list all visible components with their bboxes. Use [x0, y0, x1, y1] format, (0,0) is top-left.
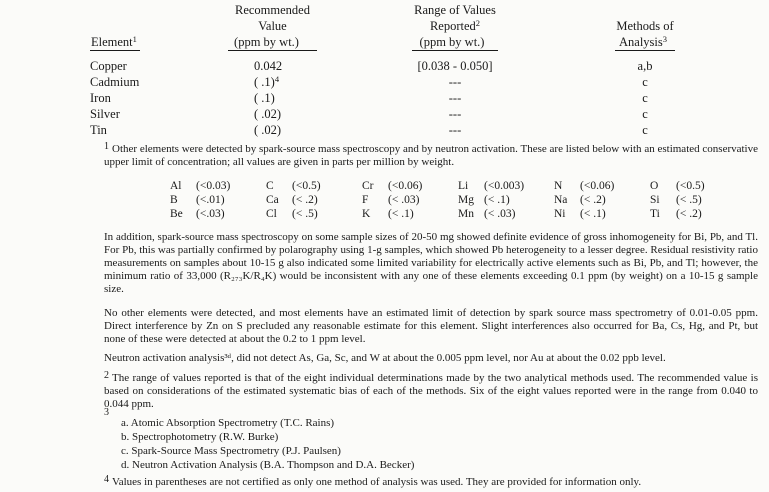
limit-cell: Be (<.03)	[170, 208, 225, 220]
element-name: Cadmium	[90, 75, 140, 89]
footnote-ref-1: 1	[132, 34, 137, 45]
element-name: Iron	[90, 91, 111, 105]
element-name: Silver	[90, 107, 120, 121]
element-name: Copper	[90, 59, 127, 73]
limit-cell: Na (< .2)	[554, 194, 606, 206]
methods-header-line1: Methods of	[616, 19, 674, 33]
footnote-1	[104, 143, 758, 169]
table-row-cadmium	[90, 74, 769, 90]
limit-cell: Ni (< .1)	[554, 208, 606, 220]
methods-value: c	[642, 123, 648, 137]
limit-cell: Ca (< .2)	[266, 194, 318, 206]
method-item-b: b. Spectrophotometry (R.W. Burke)	[121, 431, 279, 443]
paragraph-neutron-activation: Neutron activation analysis³ᵈ, did not detect As, Ga, Sc, and W at about the 0.005 ppm level, nor Au at about the 0.02 ppb level.	[104, 352, 666, 364]
limits-row	[170, 193, 769, 207]
table-header	[90, 2, 769, 50]
limit-cell: Mn (< .03)	[458, 208, 516, 220]
table-row-silver	[90, 106, 769, 122]
limit-cell: F (< .03)	[362, 194, 420, 206]
limit-cell: K (< .1)	[362, 208, 414, 220]
element-column-header	[90, 35, 190, 50]
limit-cell: Si (< .5)	[650, 194, 702, 206]
range-value: ---	[448, 107, 462, 121]
footnote-ref-2: 2	[475, 18, 481, 29]
methods-value: c	[642, 75, 648, 89]
range-header-units: (ppm by wt.)	[412, 35, 499, 51]
recommended-value: 0.042	[254, 59, 283, 73]
recommended-header-line1: Recommended	[235, 3, 310, 17]
range-value: ---	[448, 91, 462, 105]
paragraph-inhomogeneity: In addition, spark-source mass spectroscopy on some sample sizes of 20-50 mg showed definite evidence of gross inhomogeneity for Bi, Pb, and Tl. For Pb, this was partially confirmed by polarography using 1-g samples, which showed Pb heterogeneity to a lesser degree. Residual resistivity ratio measurements on samples about 10-15 g also indicated some limited variability for electrically active elements such as Bi, Pb, and Tl; however, the minimum ratio of 33,000 (R₂₇₃K/R₄K) would be inconsistent with any one of these elements exceeding 0.1 ppm (by weight) on a 10-15 g sample size.	[104, 231, 758, 295]
limit-cell: Li (<0.003)	[458, 180, 525, 192]
limit-cell: C (<0.5)	[266, 180, 321, 192]
footnote-3-marker: 3	[104, 407, 109, 418]
footnote-4-text: Values in parentheses are not certified as only one method of analysis was used. They are provided for information only.	[112, 476, 642, 488]
analysis-results-table	[90, 2, 769, 138]
limit-cell: Ti (< .2)	[650, 208, 702, 220]
footnote-1-marker: 1	[104, 141, 109, 152]
footnote-4	[104, 476, 758, 489]
methods-value: c	[642, 107, 648, 121]
limits-row	[170, 207, 769, 221]
recommended-value: ( .1)$^4$	[254, 74, 280, 89]
methods-column-header	[555, 18, 735, 50]
footnote-ref-4: 4	[274, 74, 280, 85]
table-row-tin	[90, 122, 769, 138]
limit-cell: Cl (< .5)	[266, 208, 318, 220]
method-item-a: a. Atomic Absorption Spectrometry (T.C. Rains)	[121, 417, 335, 429]
method-item-d: d. Neutron Activation Analysis (B.A. Thompson and D.A. Becker)	[121, 459, 415, 471]
recommended-header-units: (ppm by wt.)	[228, 35, 317, 51]
recommended-header-line2: Value	[258, 19, 287, 33]
footnote-4-marker: 4	[104, 474, 109, 485]
recommended-value-column-header	[190, 2, 355, 50]
recommended-value: ( .1)	[254, 91, 275, 105]
element-header-label: Element	[91, 35, 133, 49]
recommended-value: ( .02)	[254, 123, 282, 137]
recommended-value: ( .02)	[254, 107, 282, 121]
limit-cell: B (<.01)	[170, 194, 225, 206]
range-value: ---	[448, 123, 462, 137]
footnote-2	[104, 372, 758, 411]
paragraph-detection-limits: No other elements were detected, and most elements have an estimated limit of detection by spark source mass spectrometry of 0.01-0.05 ppm. Direct interference by Zn on S precluded any reasonable estimate for this element. Slight interferences also occurred for Ba, Cs, Hg, and Pt, but none of these were detected at about the 0.2 to 1 ppm level.	[104, 307, 758, 345]
range-header-line1: Range of Values	[414, 3, 496, 17]
footnote-1-text: Other elements were detected by spark-source mass spectroscopy and by neutron activation. These are listed below with an estimated conservative upper limit of concentration; all values are given in parts per million by weight.	[104, 143, 758, 168]
limit-cell: Cr (<0.06)	[362, 180, 423, 192]
methods-value: a,b	[637, 59, 653, 73]
methods-header-line2: Analysis	[619, 35, 663, 49]
table-body	[90, 58, 769, 138]
detection-limits-table	[170, 179, 769, 221]
range-value: ---	[448, 75, 462, 89]
methods-value: c	[642, 91, 648, 105]
limit-cell: N (<0.06)	[554, 180, 615, 192]
footnote-3	[104, 407, 758, 472]
limit-cell: Mg (< .1)	[458, 194, 510, 206]
footnote-2-text: The range of values reported is that of the eight individual determinations made by the two analytical methods used. The recommended value is based on considerations of the estimated systematic bias of each of the methods. Six of the eight values reported were in the range from 0.040 to 0.044 ppm.	[104, 372, 758, 410]
table-row-iron	[90, 90, 769, 106]
limit-cell: Al (<0.03)	[170, 180, 231, 192]
element-name: Tin	[90, 123, 107, 137]
range-column-header	[355, 2, 555, 50]
methods-list	[121, 416, 414, 472]
limit-cell: O (<0.5)	[650, 180, 705, 192]
table-row-copper	[90, 58, 769, 74]
limits-row	[170, 179, 769, 193]
footnote-ref-3: 3	[662, 34, 667, 45]
method-item-c: c. Spark-Source Mass Spectrometry (P.J. Paulsen)	[121, 445, 341, 457]
range-value: [0.038 - 0.050]	[417, 59, 493, 73]
range-header-line2: Reported	[429, 19, 476, 33]
footnote-2-marker: 2	[104, 370, 109, 381]
